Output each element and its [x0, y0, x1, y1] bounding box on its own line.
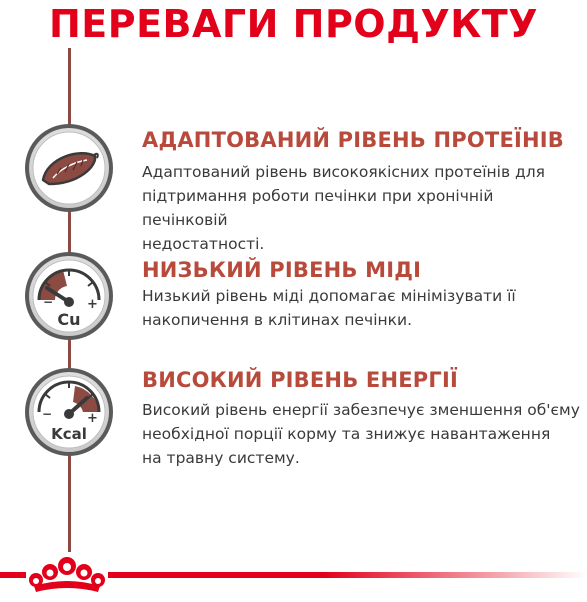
svg-text:−: −: [43, 295, 54, 309]
svg-text:+: +: [87, 411, 98, 426]
svg-text:−: −: [42, 407, 53, 421]
benefit-title-copper: НИЗЬКИЙ РІВЕНЬ МІДІ: [142, 258, 422, 282]
benefit-text-protein: Адаптований рівень високоякісних протеїнів для підтримання роботи печінки при хронічній печінковій недостатності.: [142, 163, 545, 253]
royal-canin-crown-logo: [26, 552, 108, 598]
energy-gauge-icon: [23, 366, 115, 458]
benefit-title-protein: АДАПТОВАНИЙ РІВЕНЬ ПРОТЕЇНІВ: [142, 128, 565, 152]
copper-label: Cu: [57, 310, 81, 329]
protein-meat-icon: [23, 122, 115, 214]
benefit-title-energy: ВИСОКИЙ РІВЕНЬ ЕНЕРГІЇ: [142, 368, 458, 392]
copper-gauge-icon: [23, 250, 115, 342]
svg-text:+: +: [87, 297, 98, 312]
page-title: ПЕРЕВАГИ ПРОДУКТУ: [48, 2, 539, 46]
benefit-text-energy: Високий рівень енергії забезпечує зменшення об'єму необхідної порції корму та знижує навантаження на травну систему.: [142, 401, 580, 467]
energy-label: Kcal: [51, 425, 87, 443]
benefit-text-copper: Низький рівень міді допомагає мінімізувати її накопичення в клітинах печінки.: [142, 287, 516, 329]
